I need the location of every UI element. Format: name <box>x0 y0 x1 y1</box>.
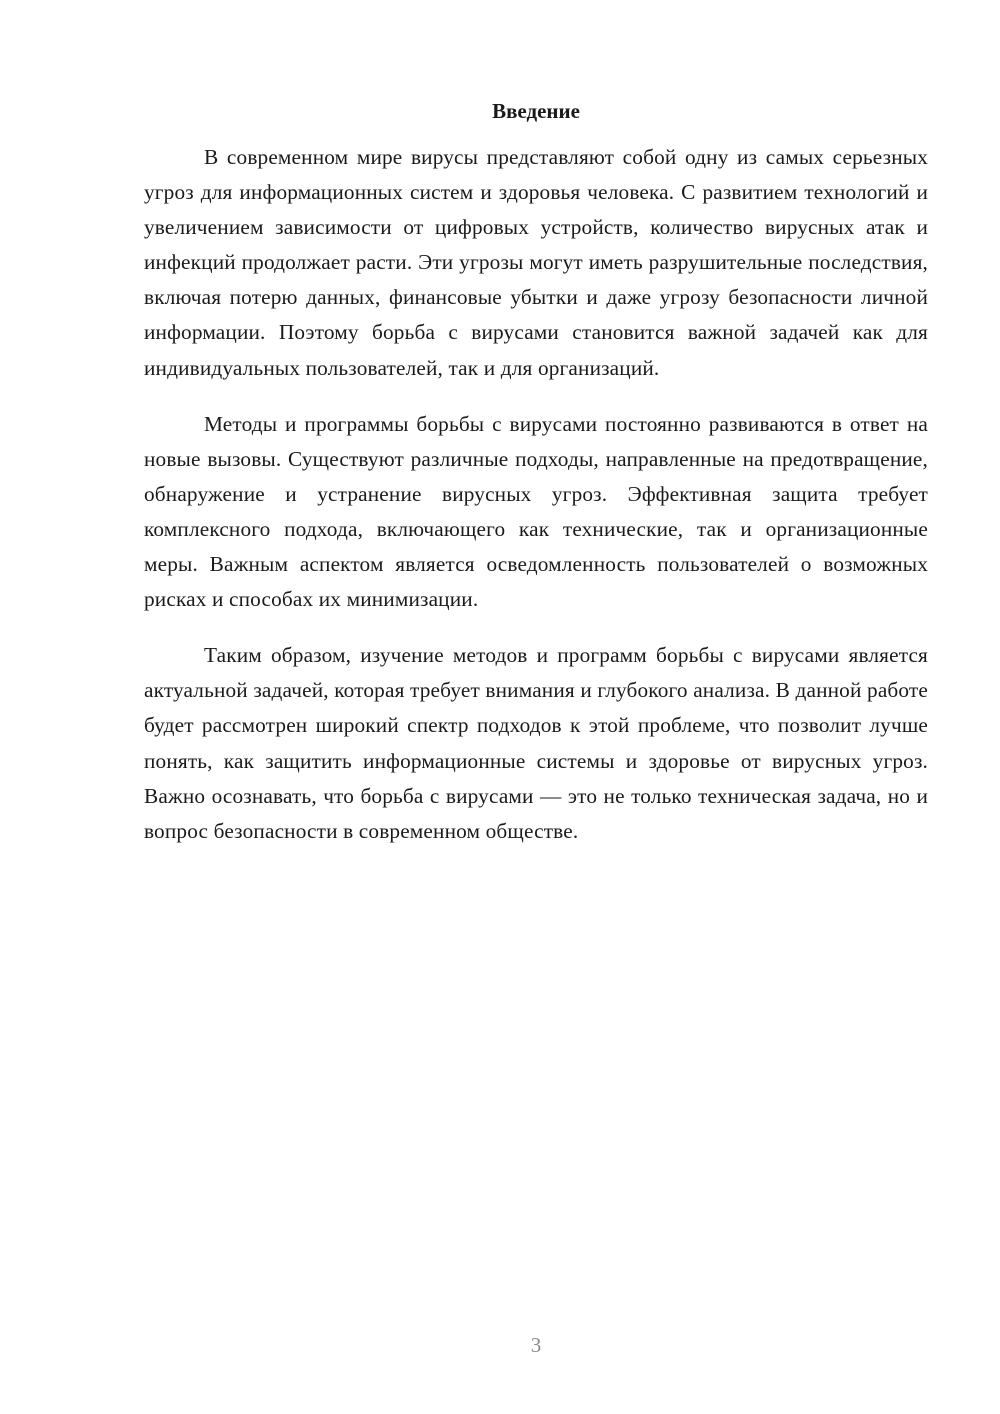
section-heading: Введение <box>492 99 580 123</box>
paragraph-1: В современном мире вирусы представляют собой одну из самых серьезных угроз для информационных систем и здоровья человека. С развитием технологий и увеличением зависимости от цифровых устройств, количество вирусных атак и инфекций продолжает расти. Эти угрозы могут иметь разрушительные последствия, включая потерю данных, финансовые убытки и даже угрозу безопасности личной информации. Поэтому борьба с вирусами становится важной задачей как для индивидуальных пользователей, так и для организаций. <box>144 145 928 380</box>
page-content <box>144 94 928 870</box>
paragraph-3: Таким образом, изучение методов и программ борьбы с вирусами является актуальной задачей, которая требует внимания и глубокого анализа. В данной работе будет рассмотрен широкий спектр подходов к этой проблеме, что позволит лучше понять, как защитить информационные системы и здоровье от вирусных угроз. Важно осознавать, что борьба с вирусами — это не только техническая задача, но и вопрос безопасности в современном обществе. <box>144 643 928 843</box>
paragraph-2: Методы и программы борьбы с вирусами постоянно развиваются в ответ на новые вызовы. Существуют различные подходы, направленные на предотвращение, обнаружение и устранение вирусных угроз. Эффективная защита требует комплексного подхода, включающего как технические, так и организационные меры. Важным аспектом является осведомленность пользователей о возможных рисках и способах их минимизации. <box>144 411 928 612</box>
page-number: 3 <box>530 1333 542 1357</box>
